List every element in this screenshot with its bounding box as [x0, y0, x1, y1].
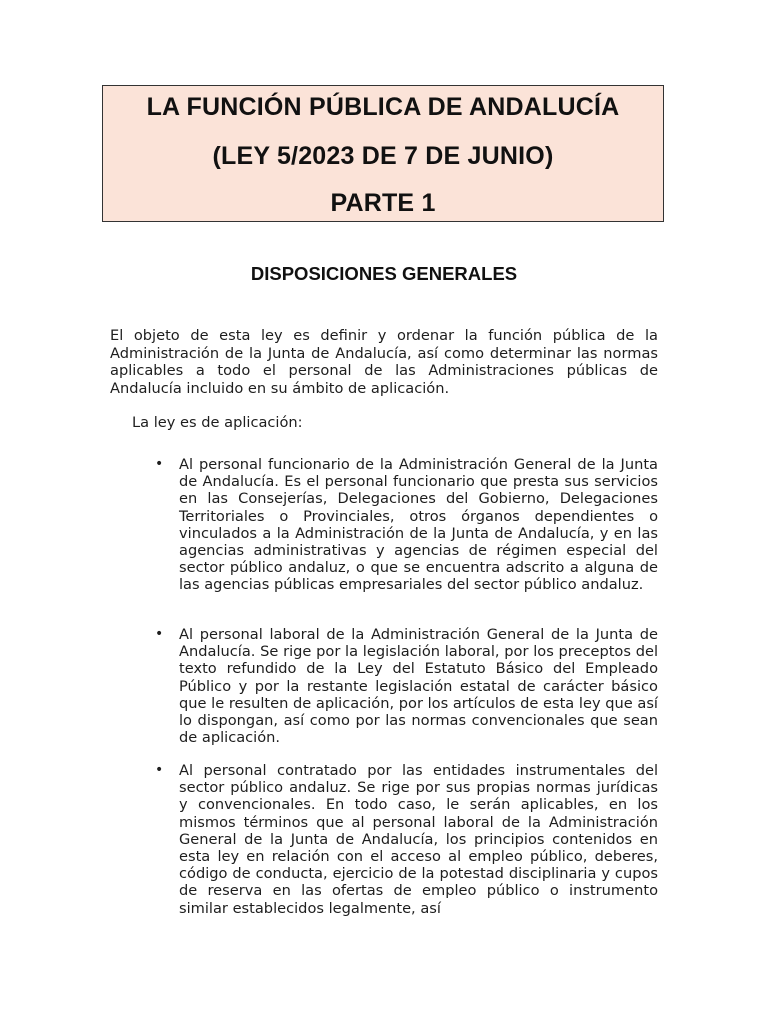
- list-item: [155, 762, 658, 917]
- title-box: [102, 85, 664, 222]
- list-item-text: Al personal contratado por las entidades instrumentales del sector público andaluz. Se rige por sus propias normas jurídicas y convencionales. En todo caso, le serán aplicables, en los mismos términos que al personal laboral de la Administración General de la Junta de Andalucía, los principios contenidos en esta ley en relación con el acceso al empleo público, deberes, código de conducta, ejercicio de la potestad disciplinaria y cupos de reserva en las ofertas de empleo público o instrumento similar establecidos legalmente, así: [179, 762, 658, 917]
- bullet-icon: •: [155, 626, 164, 642]
- list-item: [155, 626, 658, 747]
- intro-paragraph: El objeto de esta ley es definir y ordenar la función pública de la Administración de la Junta de Andalucía, así como determinar las normas aplicables a todo el personal de las Administraciones públicas de Andalucía incluido en su ámbito de aplicación.: [110, 327, 658, 397]
- list-item-text: Al personal funcionario de la Administración General de la Junta de Andalucía. Es el personal funcionario que presta sus servicios en las Consejerías, Delegaciones del Gobierno, Delegaciones Territoriales o Provinciales, otros órganos dependientes o vinculados a la Administración de la Junta de Andalucía, y en las agencias administrativas y agencias de régimen especial del sector público andaluz, o que se encuentra adscrito a alguna de las agencias públicas empresariales del sector público andaluz.: [179, 456, 658, 594]
- law-reference: (LEY 5/2023 DE 7 DE JUNIO): [212, 142, 554, 170]
- list-item-text: Al personal laboral de la Administración General de la Junta de Andalucía. Se rige por la legislación laboral, por los preceptos del texto refundido de la Ley del Estatuto Básico del Empleado Público y por la restante legislación estatal de carácter básico que le resulten de aplicación, por los artículos de esta ley que así lo dispongan, así como por las normas convencionales que sean de aplicación.: [179, 626, 658, 747]
- lead-text: La ley es de aplicación:: [132, 414, 303, 431]
- list-item: [155, 456, 658, 594]
- bullet-icon: •: [155, 762, 164, 778]
- section-heading: DISPOSICIONES GENERALES: [250, 263, 518, 284]
- part-label: PARTE 1: [330, 189, 436, 217]
- document-title: LA FUNCIÓN PÚBLICA DE ANDALUCÍA: [146, 93, 620, 121]
- bullet-icon: •: [155, 456, 164, 472]
